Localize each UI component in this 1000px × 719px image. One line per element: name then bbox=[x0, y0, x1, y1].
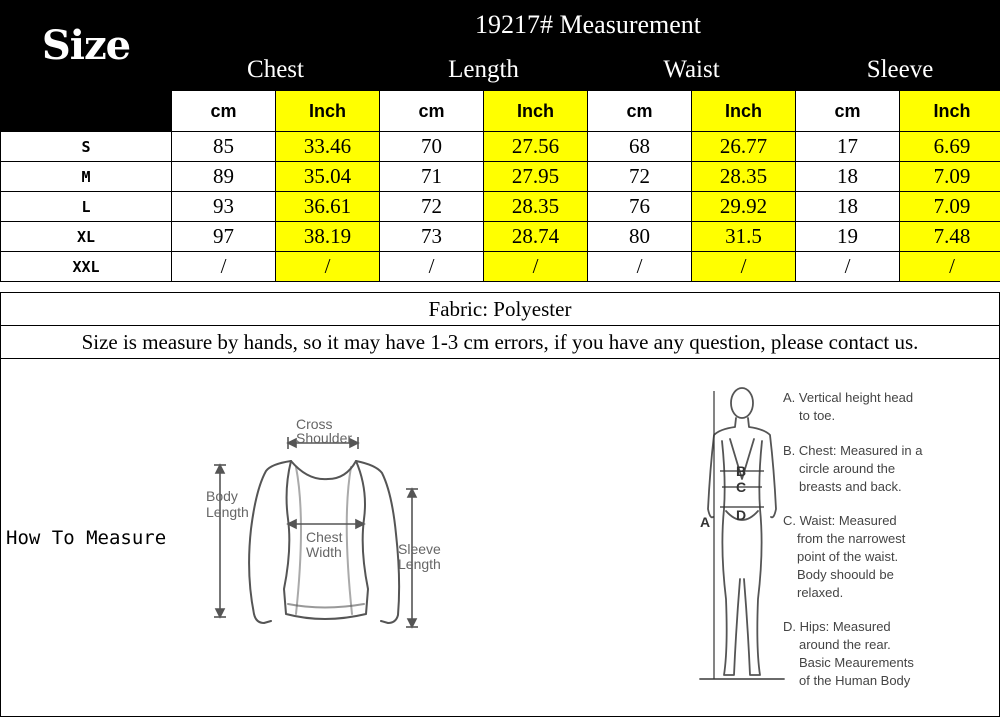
cell-chest-inch: 35.04 bbox=[276, 162, 380, 192]
cell-waist-cm: 80 bbox=[588, 222, 692, 252]
cell-length-inch: 27.95 bbox=[484, 162, 588, 192]
cell-sleeve-cm: 18 bbox=[796, 162, 900, 192]
unit-inch: Inch bbox=[276, 91, 380, 132]
size-header: Size bbox=[1, 1, 172, 91]
fabric-info: Fabric: Polyester bbox=[0, 292, 1000, 326]
unit-cm: cm bbox=[172, 91, 276, 132]
cell-waist-inch: / bbox=[692, 252, 796, 282]
cell-waist-inch: 31.5 bbox=[692, 222, 796, 252]
how-to-measure-label: How To Measure bbox=[6, 527, 167, 549]
cell-length-inch: 27.56 bbox=[484, 132, 588, 162]
note-d-1: D. Hips: Measured bbox=[783, 619, 891, 634]
unit-inch: Inch bbox=[484, 91, 588, 132]
marker-c: C bbox=[736, 479, 747, 495]
note-c-4: Body shoould be bbox=[797, 567, 894, 582]
cell-waist-cm: 68 bbox=[588, 132, 692, 162]
cell-waist-cm: 72 bbox=[588, 162, 692, 192]
note-a-1: A. Vertical height head bbox=[783, 390, 914, 405]
cell-length-inch: 28.74 bbox=[484, 222, 588, 252]
label-body-length: Length bbox=[206, 504, 249, 520]
unit-cm: cm bbox=[588, 91, 692, 132]
table-row bbox=[1, 192, 1000, 222]
note-c-5: relaxed. bbox=[797, 585, 844, 600]
group-length: Length bbox=[380, 50, 588, 91]
marker-d: D bbox=[736, 507, 747, 523]
cell-chest-cm: / bbox=[172, 252, 276, 282]
cell-sleeve-cm: 19 bbox=[796, 222, 900, 252]
cell-sleeve-cm: / bbox=[796, 252, 900, 282]
measurement-note: Size is measure by hands, so it may have 1-3 cm errors, if you have any question, please contact us. bbox=[0, 326, 1000, 359]
label-cross: Cross bbox=[296, 416, 333, 432]
label-chest-width: Width bbox=[306, 544, 342, 560]
note-d-4: of the Human Body bbox=[799, 673, 911, 688]
cell-waist-cm: 76 bbox=[588, 192, 692, 222]
cell-length-cm: 71 bbox=[380, 162, 484, 192]
note-d-3: Basic Meaurements bbox=[799, 655, 914, 670]
size-label: XL bbox=[1, 222, 172, 252]
size-chart-table bbox=[0, 0, 1000, 282]
cell-chest-cm: 93 bbox=[172, 192, 276, 222]
cell-sleeve-cm: 18 bbox=[796, 192, 900, 222]
measurement-title: 19217# Measurement bbox=[172, 1, 1000, 50]
group-sleeve: Sleeve bbox=[796, 50, 1000, 91]
cell-sleeve-inch: 6.69 bbox=[900, 132, 1000, 162]
label-body: Body bbox=[206, 488, 238, 504]
cell-sleeve-cm: 17 bbox=[796, 132, 900, 162]
cell-length-cm: 70 bbox=[380, 132, 484, 162]
cell-chest-inch: 38.19 bbox=[276, 222, 380, 252]
marker-a: A bbox=[700, 514, 711, 530]
cell-waist-inch: 29.92 bbox=[692, 192, 796, 222]
note-b-3: breasts and back. bbox=[799, 479, 902, 494]
figure-notes bbox=[779, 385, 979, 695]
size-label: M bbox=[1, 162, 172, 192]
unit-cm: cm bbox=[380, 91, 484, 132]
cell-length-cm: 73 bbox=[380, 222, 484, 252]
cell-waist-inch: 26.77 bbox=[692, 132, 796, 162]
label-sleeve: Sleeve bbox=[398, 541, 441, 557]
cell-waist-inch: 28.35 bbox=[692, 162, 796, 192]
cell-chest-cm: 85 bbox=[172, 132, 276, 162]
sweater-diagram bbox=[196, 409, 456, 669]
note-a-2: to toe. bbox=[799, 408, 836, 423]
marker-b: B bbox=[736, 463, 747, 479]
label-chest: Chest bbox=[306, 529, 343, 545]
note-b-1: B. Chest: Measured in a bbox=[783, 443, 923, 458]
unit-cm: cm bbox=[796, 91, 900, 132]
cell-sleeve-inch: 7.09 bbox=[900, 162, 1000, 192]
cell-sleeve-inch: 7.48 bbox=[900, 222, 1000, 252]
cell-sleeve-inch: 7.09 bbox=[900, 192, 1000, 222]
unit-header-spacer bbox=[1, 91, 172, 132]
cell-chest-cm: 97 bbox=[172, 222, 276, 252]
note-c-2: from the narrowest bbox=[797, 531, 906, 546]
cell-length-inch: 28.35 bbox=[484, 192, 588, 222]
how-to-measure-section bbox=[0, 359, 1000, 717]
cell-chest-inch: / bbox=[276, 252, 380, 282]
unit-inch: Inch bbox=[900, 91, 1000, 132]
group-waist: Waist bbox=[588, 50, 796, 91]
note-b-2: circle around the bbox=[799, 461, 896, 476]
cell-length-inch: / bbox=[484, 252, 588, 282]
cell-chest-cm: 89 bbox=[172, 162, 276, 192]
size-label: S bbox=[1, 132, 172, 162]
unit-inch: Inch bbox=[692, 91, 796, 132]
size-label: L bbox=[1, 192, 172, 222]
table-row bbox=[1, 132, 1000, 162]
note-c-1: C. Waist: Measured bbox=[783, 513, 897, 528]
table-row bbox=[1, 162, 1000, 192]
cell-chest-inch: 33.46 bbox=[276, 132, 380, 162]
label-sleeve-length: Length bbox=[398, 556, 441, 572]
cell-length-cm: 72 bbox=[380, 192, 484, 222]
cell-length-cm: / bbox=[380, 252, 484, 282]
note-c-3: point of the waist. bbox=[797, 549, 899, 564]
cell-waist-cm: / bbox=[588, 252, 692, 282]
cell-sleeve-inch: / bbox=[900, 252, 1000, 282]
label-shoulder: Shoulder bbox=[296, 430, 353, 446]
table-row bbox=[1, 252, 1000, 282]
note-d-2: around the rear. bbox=[799, 637, 891, 652]
group-chest: Chest bbox=[172, 50, 380, 91]
table-row bbox=[1, 222, 1000, 252]
size-label: XXL bbox=[1, 252, 172, 282]
cell-chest-inch: 36.61 bbox=[276, 192, 380, 222]
